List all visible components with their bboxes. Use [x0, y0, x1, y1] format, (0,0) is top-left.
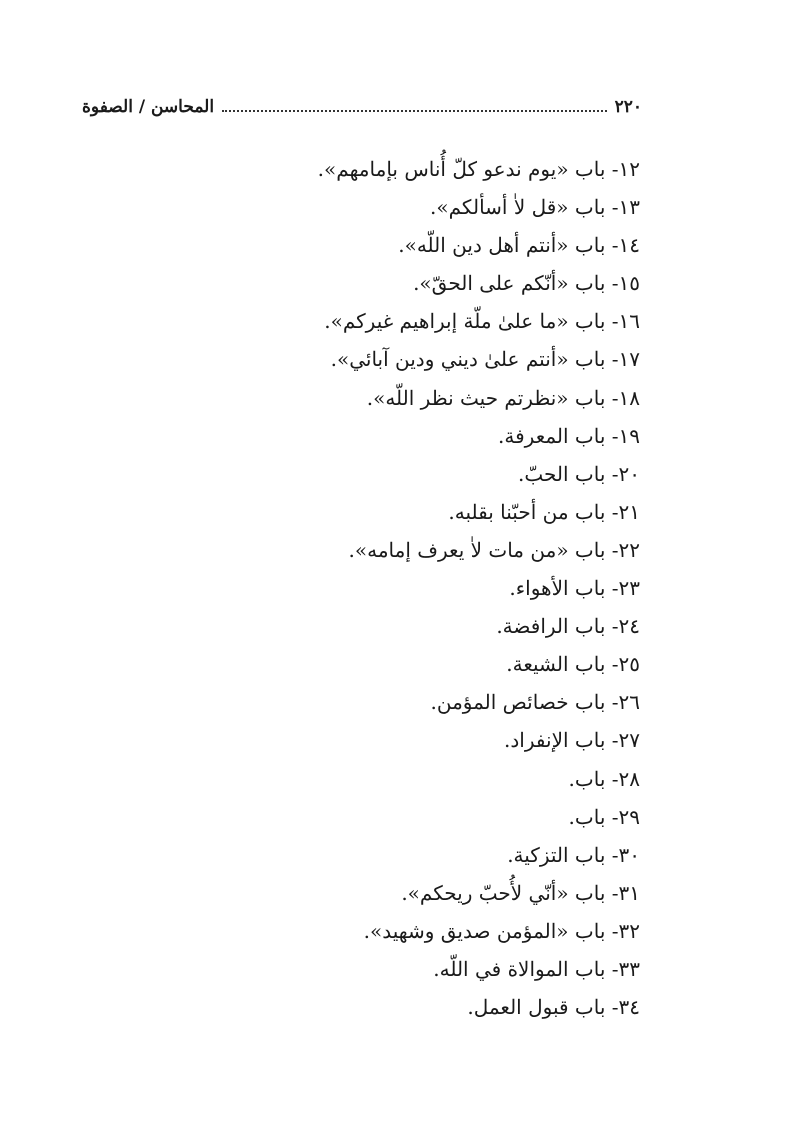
dot-leader: [222, 110, 607, 112]
toc-entry: ٢١- باب من أحبّنا بقلبه.: [448, 499, 640, 524]
running-title: المحاسن / الصفوة: [82, 97, 215, 117]
toc-entry: ٣٠- باب التزكية.: [507, 842, 640, 867]
toc-entry: ١٤- باب «أنتم أهل دين اللّه».: [398, 233, 640, 258]
toc-entry: ١٧- باب «أنتم علىٰ ديني ودين آبائي».: [330, 347, 640, 372]
running-header: [82, 92, 642, 122]
toc-entry: ١٩- باب المعرفة.: [498, 423, 640, 448]
toc-entry: ١٦- باب «ما علىٰ ملّة إبراهيم غيركم».: [324, 309, 640, 334]
toc-entry: ٢٨- باب.: [568, 766, 640, 791]
toc-entry: ٢٥- باب الشيعة.: [506, 652, 640, 677]
toc-entry: ١٣- باب «قل لاٰ أسألكم».: [430, 195, 640, 220]
table-of-contents: [120, 150, 640, 1026]
toc-entry: ٢٣- باب الأهواء.: [509, 576, 640, 601]
toc-entry: ١٥- باب «أنّكم على الحقّ».: [413, 271, 640, 296]
toc-entry: ١٢- باب «يوم ندعو كلّ أُناس بإمامهم».: [317, 157, 640, 181]
toc-entry: ٢٩- باب.: [568, 804, 640, 829]
page-number: ٢٢٠: [614, 97, 642, 117]
toc-entry: ٣١- باب «أنّي لأُحبّ ريحكم».: [401, 880, 640, 905]
toc-entry: ٢٠- باب الحبّ.: [517, 461, 640, 486]
toc-entry: ٣٣- باب الموالاة في اللّه.: [433, 956, 640, 981]
toc-entry: ٢٢- باب «من مات لاٰ يعرف إمامه».: [348, 537, 640, 562]
toc-entry: ٢٦- باب خصائص المؤمن.: [430, 690, 640, 715]
toc-entry: ٣٢- باب «المؤمن صديق وشهيد».: [363, 918, 640, 943]
toc-entry: ١٨- باب «نظرتم حيث نظر اللّه».: [366, 385, 640, 410]
toc-entry: ٢٧- باب الإنفراد.: [504, 728, 640, 753]
toc-entry: ٣٤- باب قبول العمل.: [467, 995, 640, 1020]
toc-entry: ٢٤- باب الرافضة.: [496, 614, 640, 639]
